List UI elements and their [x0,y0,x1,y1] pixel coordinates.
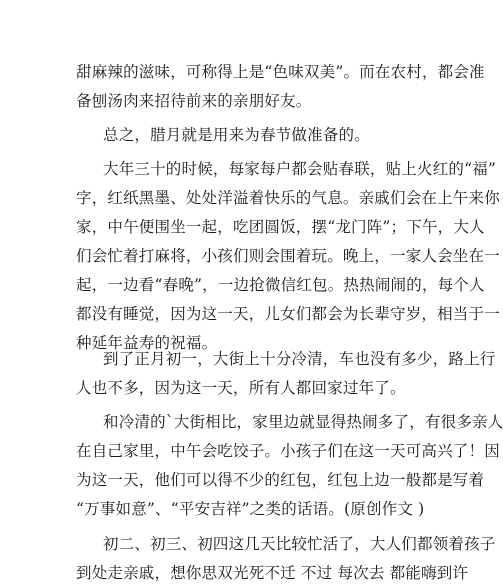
paragraph-line: 大年三十的时候，每家每户都会贴春联，贴上火红的“福” [103,160,497,178]
paragraph-line: 都没有睡觉，因为这一天，儿女们都会为长辈守岁，相当于一 [76,305,500,323]
paragraph-line: 种延年益寿的祝福。 [76,334,218,352]
paragraph-line: 家，中午便围坐一起，吃团圆饭，摆“龙门阵”；下午，大人 [76,218,485,236]
paragraph-line: 和冷清的`大街相比，家里边就显得热闹多了，有很多亲人 [103,413,503,431]
paragraph-line: 们会忙着打麻将，小孩们则会围着玩。晚上，一家人会坐在一 [76,247,500,265]
paragraph-line: “万事如意”、“平安吉祥”之类的话语。(原创作文 ) [76,500,425,518]
paragraph-5 [76,408,503,524]
paragraph-line: 起，一边看“春晚”，一边抢微信红包。热热闹闹的，每个人 [76,276,485,294]
paragraph-line: 总之，腊月就是用来为春节做准备的。 [103,126,370,144]
paragraph-1 [76,58,485,116]
paragraph-line: 甜麻辣的滋味，可称得上是“色味双美”。而在农村，都会准 [76,63,485,81]
paragraph-line: 人也不多，因为这一天，所有人都回家过年了。 [76,379,406,397]
paragraph-3 [76,155,500,358]
paragraph-line: 初二、初三、初四这几天比较忙活了，大人们都领着孩子 [103,535,496,553]
paragraph-line: 到了正月初一，大街上十分冷清，车也没有多少，路上行 [103,350,496,368]
paragraph-2 [76,121,428,150]
paragraph-line: 到处走亲戚，想你思双光死不迁 不过 每次去 都能嗨到许 [76,564,469,582]
paragraph-line: 为这一天，他们可以得不少的红包，红包上边一般都是写着 [76,471,485,489]
paragraph-line: 在自己家里，中午会吃饺子。小孩子们在这一天可高兴了！因 [76,442,500,460]
paragraph-4 [76,345,496,403]
paragraph-line: 备刨汤肉来招待前来的亲朋好友。 [76,92,312,110]
paragraph-6 [76,530,496,588]
paragraph-line: 字，红纸黑墨、处处洋溢着快乐的气息。亲戚们会在上午来你 [76,189,500,207]
